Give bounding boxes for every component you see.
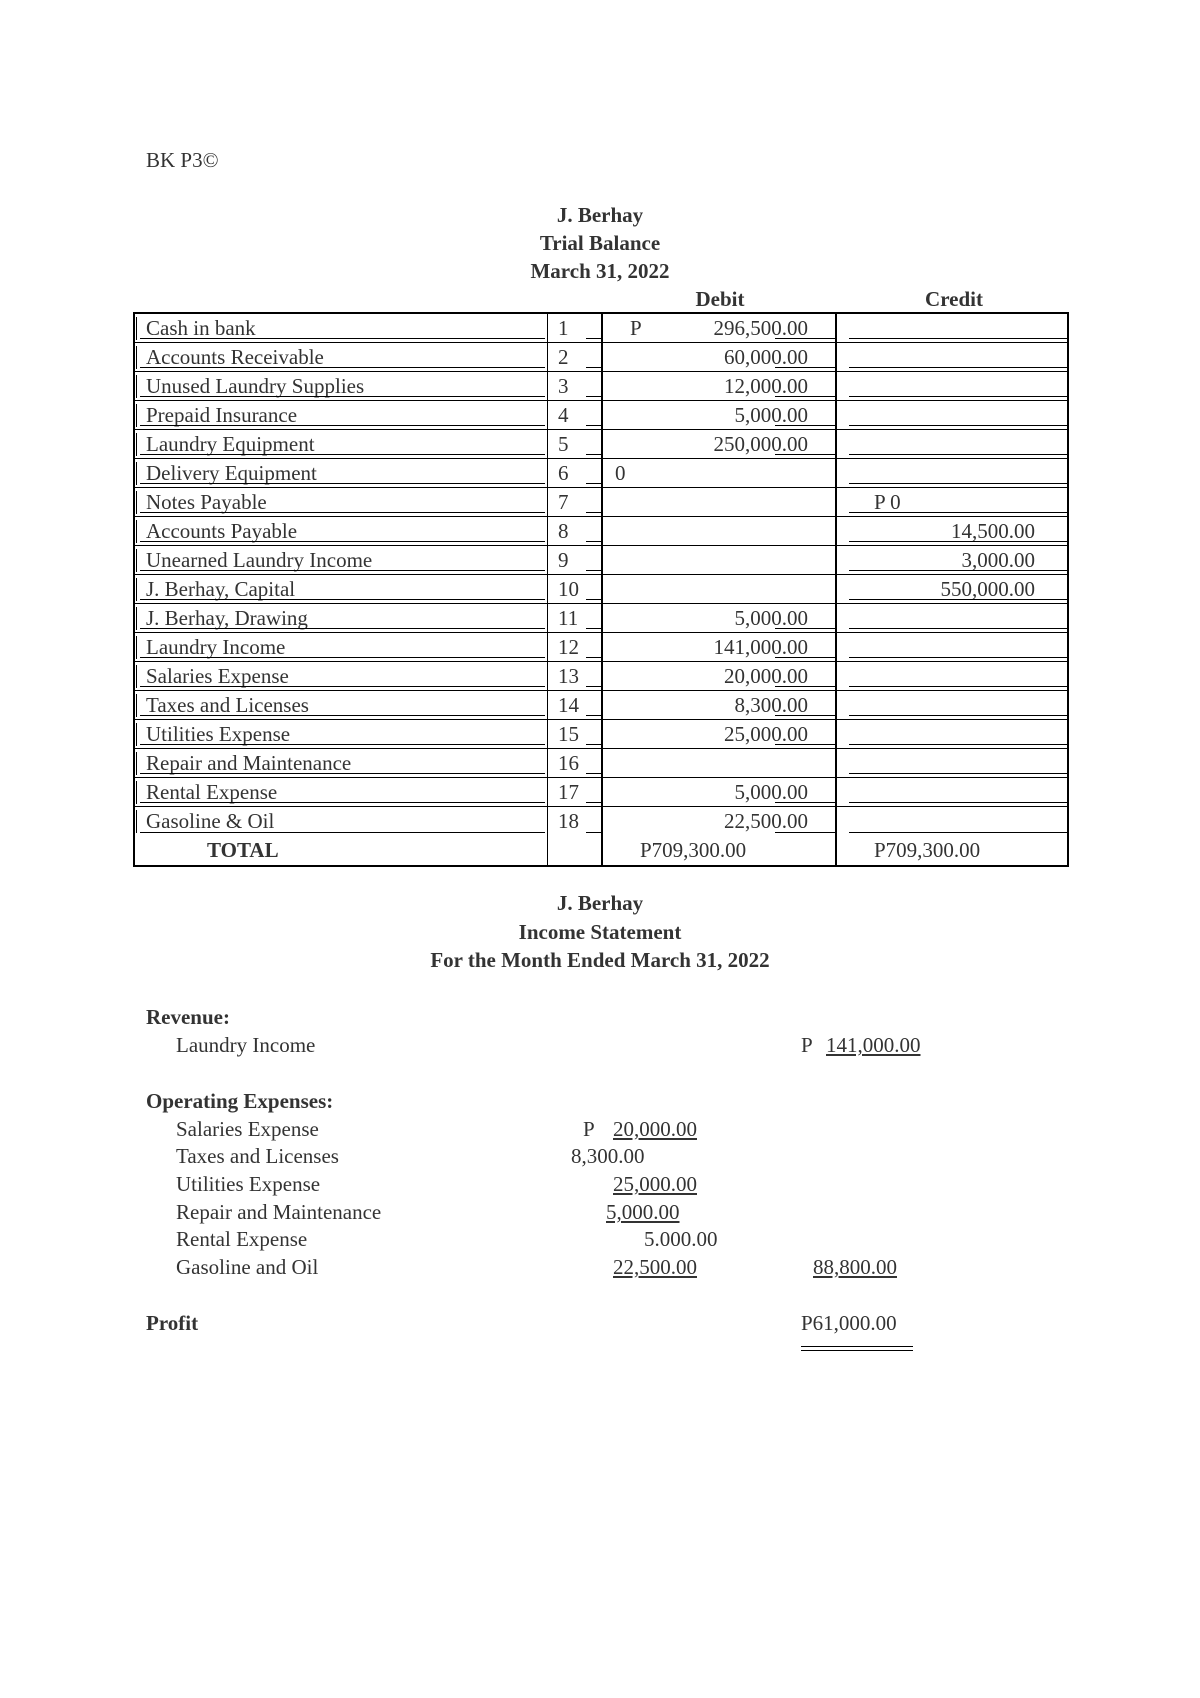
account-number [548,633,603,661]
trial-balance-table [133,312,1069,867]
account-name [135,691,548,719]
ledger-tick [136,549,137,572]
account-number-text: 8 [558,519,569,543]
ledger-rule [849,570,1067,571]
table-row [135,575,1067,604]
account-number-text: 3 [558,374,569,398]
credit-cell [837,720,1067,748]
credit-cell [837,343,1067,371]
account-number-text: 17 [558,780,579,804]
account-number [548,401,603,429]
credit-value: 3,000.00 [961,548,1035,572]
ledger-rule [586,425,601,426]
account-name-text: Delivery Equipment [146,461,317,485]
ledger-rule [586,715,601,716]
ledger-rule [140,657,545,658]
account-number-text: 18 [558,809,579,833]
ledger-tick [136,433,137,456]
credit-cell [837,546,1067,574]
credit-cell [837,401,1067,429]
ledger-rule [775,744,835,745]
ledger-tick [136,665,137,688]
expense-amount: 25,000.00 [613,1172,697,1196]
account-name [135,633,548,661]
debit-cell [603,662,837,690]
expense-name: Gasoline and Oil [176,1255,319,1279]
table-row [135,633,1067,662]
account-name [135,778,548,806]
ledger-rule [586,744,601,745]
ledger-rule [775,425,835,426]
account-number [548,459,603,487]
debit-value: 0 [615,461,626,485]
ledger-rule [586,599,601,600]
debit-value: 5,000.00 [734,780,808,804]
debit-column-header: Debit [695,287,745,311]
account-name [135,749,548,777]
account-number [548,575,603,603]
ledger-rule [849,541,1067,542]
ledger-rule [849,599,1067,600]
ledger-rule [140,628,545,629]
debit-value: 5,000.00 [734,403,808,427]
ledger-rule [775,832,835,833]
revenue-amount: 141,000.00 [826,1033,921,1057]
account-name [135,546,548,574]
page-label: BK P3© [146,148,219,172]
ledger-rule [775,686,835,687]
debit-value: 20,000.00 [724,664,808,688]
debit-cell [603,488,837,516]
ledger-rule [849,628,1067,629]
ledger-rule [849,512,1067,513]
ledger-rule [849,832,1067,833]
ledger-rule [140,744,545,745]
table-row [135,517,1067,546]
ledger-rule [775,657,835,658]
credit-cell [837,691,1067,719]
revenue-peso: P [801,1033,813,1057]
account-name [135,807,548,836]
account-name [135,314,548,342]
account-number-text: 1 [558,316,569,340]
ledger-tick [136,491,137,514]
expense-name: Utilities Expense [176,1172,321,1196]
account-name [135,662,548,690]
table-row [135,488,1067,517]
credit-cell [837,778,1067,806]
ledger-rule [586,541,601,542]
ledger-rule [849,396,1067,397]
ledger-tick [136,462,137,485]
account-number [548,343,603,371]
debit-value: 296,500.00 [713,316,808,340]
account-name [135,517,548,545]
debit-cell [603,459,837,487]
credit-cell [837,517,1067,545]
debit-cell [603,633,837,661]
credit-cell [837,662,1067,690]
expense-name: Repair and Maintenance [176,1200,382,1224]
expense-peso: P [583,1117,595,1141]
ledger-rule [140,367,545,368]
debit-cell [603,546,837,574]
table-row [135,343,1067,372]
account-number [548,691,603,719]
account-number-text: 9 [558,548,569,572]
ledger-rule [140,570,545,571]
account-number-text: 12 [558,635,579,659]
table-row [135,720,1067,749]
ledger-rule [775,802,835,803]
operating-expenses-label: Operating Expenses: [146,1089,334,1113]
ledger-rule [140,715,545,716]
debit-cell [603,430,837,458]
ledger-rule [586,570,601,571]
account-number-text: 7 [558,490,569,514]
ledger-rule [586,628,601,629]
debit-value: 250,000.00 [713,432,808,456]
debit-cell [603,807,837,836]
ledger-rule [849,483,1067,484]
profit-label: Profit [146,1311,199,1335]
ledger-rule [849,425,1067,426]
expense-name: Taxes and Licenses [176,1144,339,1168]
account-number [548,517,603,545]
account-number-text: 14 [558,693,579,717]
ledger-tick [136,607,137,630]
credit-cell [837,459,1067,487]
ledger-tick [136,723,137,746]
double-underline [801,1346,913,1351]
account-name-text: Rental Expense [146,780,278,804]
account-number-text: 15 [558,722,579,746]
expense-name: Rental Expense [176,1227,308,1251]
ledger-rule [849,744,1067,745]
account-number [548,807,603,836]
ledger-tick [136,810,137,833]
ledger-rule [140,425,545,426]
ledger-rule [775,396,835,397]
account-number [548,488,603,516]
account-number-text: 5 [558,432,569,456]
account-number [548,662,603,690]
is-period: For the Month Ended March 31, 2022 [430,948,770,972]
ledger-rule [586,483,601,484]
debit-cell [603,401,837,429]
ledger-rule [775,338,835,339]
total-credit: P709,300.00 [874,838,981,862]
tb-title: Trial Balance [539,231,661,255]
account-number [548,430,603,458]
credit-cell [837,314,1067,342]
account-name [135,488,548,516]
credit-value: P 0 [874,490,901,514]
account-name-text: Prepaid Insurance [146,403,298,427]
account-name [135,604,548,632]
peso-sign: P [630,316,642,340]
tb-date: March 31, 2022 [530,259,670,283]
account-name [135,343,548,371]
account-number-text: 6 [558,461,569,485]
ledger-tick [136,752,137,775]
total-label: TOTAL [135,836,548,865]
table-row [135,604,1067,633]
account-number [548,546,603,574]
table-row [135,749,1067,778]
ledger-rule [140,686,545,687]
account-name-text: Accounts Receivable [146,345,324,369]
debit-cell [603,343,837,371]
account-name-text: Cash in bank [146,316,256,340]
debit-cell [603,691,837,719]
ledger-rule [140,773,545,774]
account-name-text: Notes Payable [146,490,267,514]
ledger-rule [586,454,601,455]
total-debit: P709,300.00 [603,836,837,865]
account-name [135,401,548,429]
credit-value: 14,500.00 [951,519,1035,543]
credit-cell [837,807,1067,836]
ledger-rule [849,454,1067,455]
ledger-tick [136,694,137,717]
debit-value: 25,000.00 [724,722,808,746]
credit-cell [837,575,1067,603]
account-name-text: Unused Laundry Supplies [146,374,365,398]
ledger-rule [586,512,601,513]
ledger-tick [136,781,137,804]
ledger-tick [136,636,137,659]
credit-cell [837,604,1067,632]
debit-cell [603,575,837,603]
account-number-text: 2 [558,345,569,369]
account-number [548,372,603,400]
ledger-rule [775,628,835,629]
ledger-rule [140,802,545,803]
account-number-text: 11 [558,606,579,630]
table-row [135,691,1067,720]
account-name-text: Laundry Income [146,635,286,659]
account-number-text: 10 [558,577,579,601]
total-expenses: 88,800.00 [813,1255,897,1279]
debit-cell [603,372,837,400]
ledger-rule [775,454,835,455]
credit-column-header: Credit [925,287,983,311]
ledger-tick [136,578,137,601]
expense-amount: 22,500.00 [613,1255,697,1279]
account-name-text: Gasoline & Oil [146,809,275,833]
ledger-rule [140,454,545,455]
ledger-rule [586,367,601,368]
credit-cell [837,633,1067,661]
account-name-text: J. Berhay, Capital [146,577,296,601]
ledger-rule [849,715,1067,716]
ledger-rule [849,686,1067,687]
account-number-text: 13 [558,664,579,688]
debit-value: 5,000.00 [734,606,808,630]
ledger-rule [586,773,601,774]
debit-cell [603,517,837,545]
account-name-text: Unearned Laundry Income [146,548,373,572]
ledger-rule [775,715,835,716]
ledger-rule [775,367,835,368]
expense-amount: 5,000.00 [606,1200,680,1224]
ledger-tick [136,404,137,427]
account-number [548,778,603,806]
table-row [135,807,1067,836]
account-number [548,749,603,777]
expense-amount: 5.000.00 [644,1227,718,1251]
total-account-no [548,836,603,865]
account-number [548,720,603,748]
ledger-tick [136,317,137,340]
table-row [135,662,1067,691]
ledger-tick [136,375,137,398]
ledger-tick [136,520,137,543]
ledger-rule [586,832,601,833]
account-name [135,459,548,487]
ledger-rule [586,396,601,397]
account-name-text: Utilities Expense [146,722,291,746]
profit-amount: P61,000.00 [801,1311,897,1335]
ledger-rule [140,483,545,484]
expense-name: Salaries Expense [176,1117,319,1141]
ledger-rule [140,338,545,339]
ledger-rule [586,657,601,658]
account-name [135,720,548,748]
table-row [135,459,1067,488]
account-name-text: Repair and Maintenance [146,751,352,775]
account-number [548,314,603,342]
ledger-rule [849,338,1067,339]
table-row [135,430,1067,459]
account-name-text: Accounts Payable [146,519,298,543]
table-row [135,401,1067,430]
debit-value: 141,000.00 [713,635,808,659]
revenue-item: Laundry Income [176,1033,316,1057]
account-number-text: 4 [558,403,569,427]
table-row [135,372,1067,401]
tb-business-name: J. Berhay [556,203,644,227]
table-row [135,314,1067,343]
account-name-text: J. Berhay, Drawing [146,606,308,630]
ledger-rule [140,832,545,833]
table-row [135,546,1067,575]
debit-cell [603,314,837,342]
expense-amount: 8,300.00 [571,1144,645,1168]
debit-cell [603,720,837,748]
ledger-rule [140,599,545,600]
is-title: Income Statement [518,920,682,944]
ledger-rule [140,396,545,397]
debit-cell [603,778,837,806]
ledger-rule [849,802,1067,803]
credit-cell [837,488,1067,516]
debit-value: 22,500.00 [724,809,808,833]
account-name-text: Laundry Equipment [146,432,315,456]
ledger-rule [140,512,545,513]
ledger-tick [136,346,137,369]
total-row [135,836,1067,865]
account-name [135,372,548,400]
account-name [135,575,548,603]
table-row [135,778,1067,807]
ledger-rule [586,338,601,339]
credit-cell [837,749,1067,777]
ledger-rule [849,657,1067,658]
account-name-text: Salaries Expense [146,664,289,688]
revenue-label: Revenue: [146,1005,230,1029]
debit-value: 12,000.00 [724,374,808,398]
ledger-rule [140,541,545,542]
credit-cell [837,430,1067,458]
ledger-rule [586,686,601,687]
account-name [135,430,548,458]
expense-amount: 20,000.00 [613,1117,697,1141]
is-business-name: J. Berhay [556,891,644,915]
ledger-rule [849,367,1067,368]
debit-value: 8,300.00 [734,693,808,717]
account-name-text: Taxes and Licenses [146,693,309,717]
debit-value: 60,000.00 [724,345,808,369]
ledger-rule [849,773,1067,774]
debit-cell [603,604,837,632]
debit-cell [603,749,837,777]
credit-value: 550,000.00 [940,577,1035,601]
credit-cell [837,372,1067,400]
account-number [548,604,603,632]
account-number-text: 16 [558,751,579,775]
ledger-rule [586,802,601,803]
